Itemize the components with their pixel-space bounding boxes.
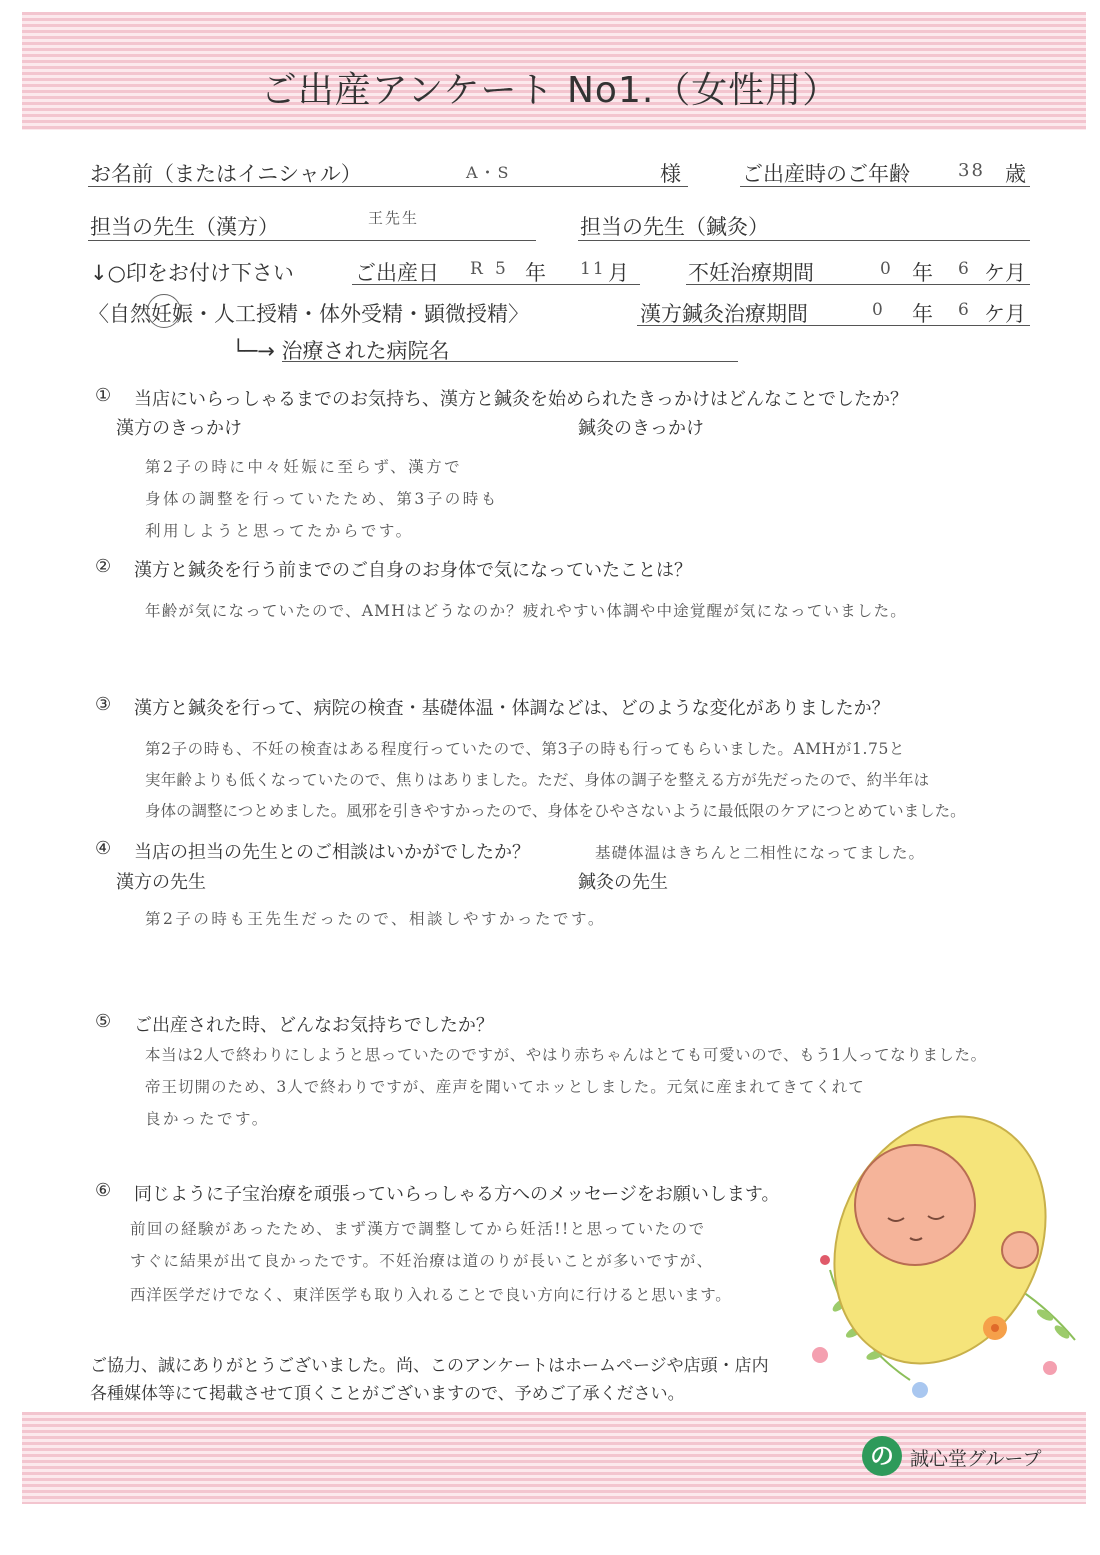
question-1-answer-line-3: 利用しようと思ってたからです。 xyxy=(145,522,414,540)
infertility-months: 6 xyxy=(958,259,971,279)
question-1-sub-left: 漢方のきっかけ xyxy=(116,418,242,439)
question-3-answer-line-2: 実年齢よりも低くなっていたので、焦りはありました。ただ、身体の調子を整える方が先だったので、約半年は xyxy=(145,771,930,789)
name-underline xyxy=(88,186,688,187)
age-underline xyxy=(740,186,1030,187)
question-5-answer-line-1: 本当は2人で終わりにしようと思っていたのですが、やはり赤ちゃんはとても可愛いので、もう1人ってなりました。 xyxy=(145,1046,987,1064)
question-6-number: ⑥ xyxy=(95,1180,112,1201)
question-5-text: ご出産された時、どんなお気持ちでしたか？ xyxy=(134,1015,494,1036)
kampo-period-underline xyxy=(637,325,1030,326)
question-2-answer-line-1: 年齢が気になっていたので、AMHはどうなのか？疲れやすい体調や中途覚醒が気になっていました。 xyxy=(145,602,907,620)
kampo-year-unit: 年 xyxy=(912,302,933,326)
infertility-period-label: 不妊治療期間 xyxy=(688,261,814,285)
question-1-number: ① xyxy=(95,385,112,406)
kampo-teacher-value: 王先生 xyxy=(368,209,420,227)
brand-logo-icon: の xyxy=(862,1436,902,1476)
name-value: A・S xyxy=(466,163,511,182)
birth-year: 5 xyxy=(495,259,508,279)
question-3-answer-line-4: 基礎体温はきちんと二相性になってました。 xyxy=(595,844,926,862)
birth-date-underline xyxy=(352,284,640,285)
name-label: お名前（またはイニシャル） xyxy=(90,162,362,186)
baby-illustration xyxy=(790,1110,1090,1410)
pregnancy-type-options: 〈自然妊娠・人工授精・体外受精・顕微授精〉 xyxy=(88,302,529,326)
question-6-answer-line-2: すぐに結果が出て良かったです。不妊治療は道のりが長いことが多いですが、 xyxy=(130,1252,714,1270)
acupuncture-teacher-underline xyxy=(578,240,1030,241)
question-4-sub-left: 漢方の先生 xyxy=(116,872,206,893)
footer-notice-line-1: ご協力、誠にありがとうございました。尚、このアンケートはホームページや店頭・店内 xyxy=(90,1356,769,1376)
kampo-months: 6 xyxy=(958,300,971,320)
birth-year-unit: 年 xyxy=(525,261,546,285)
birth-month-unit: 月 xyxy=(608,261,629,285)
infertility-years: 0 xyxy=(880,259,893,279)
baby-face xyxy=(855,1145,975,1265)
question-5-answer-line-2: 帝王切開のため、3人で終わりですが、産声を聞いてホッとしました。元気に産まれてきてくれて xyxy=(145,1078,865,1096)
infertility-period-underline xyxy=(686,284,1030,285)
question-6-text: 同じように子宝治療を頑張っていらっしゃる方へのメッセージをお願いします。 xyxy=(134,1184,780,1205)
question-3-answer-line-3: 身体の調整につとめました。風邪を引きやすかったので、身体をひやさないように最低限のケアにつとめていました。 xyxy=(145,802,966,820)
question-1-answer-line-1: 第2子の時に中々妊娠に至らず、漢方で xyxy=(145,458,463,476)
age-value: 38 xyxy=(958,160,985,181)
question-2-text: 漢方と鍼灸を行う前までのご自身のお身体で気になっていたことは？ xyxy=(134,560,692,581)
birth-month: 11 xyxy=(580,259,606,279)
question-4-text: 当店の担当の先生とのご相談はいかがでしたか？ xyxy=(134,842,530,863)
kampo-period-label: 漢方鍼灸治療期間 xyxy=(640,302,808,326)
question-1-answer-line-2: 身体の調整を行っていたため、第3子の時も xyxy=(145,490,499,508)
question-3-text: 漢方と鍼灸を行って、病院の検査・基礎体温・体調などは、どのような変化がありましたか？ xyxy=(134,698,890,719)
name-suffix: 様 xyxy=(660,162,681,186)
age-unit: 歳 xyxy=(1005,162,1026,186)
kampo-years: 0 xyxy=(872,300,885,320)
selected-option-circle xyxy=(147,294,181,328)
infertility-year-unit: 年 xyxy=(912,261,933,285)
mark-instruction: ↓○印をお付け下さい xyxy=(90,261,294,285)
question-1-text: 当店にいらっしゃるまでのお気持ち、漢方と鍼灸を始められたきっかけはどんなことでしたか？ xyxy=(134,389,908,410)
hospital-label: └─→ 治療された病院名 xyxy=(232,339,450,363)
birth-date-label: ご出産日 xyxy=(355,261,439,285)
kampo-teacher-underline xyxy=(88,240,536,241)
age-label: ご出産時のご年齢 xyxy=(742,162,910,186)
question-4-sub-right: 鍼灸の先生 xyxy=(578,872,668,893)
question-2-number: ② xyxy=(95,556,112,577)
question-3-number: ③ xyxy=(95,694,112,715)
question-5-answer-line-3: 良かったです。 xyxy=(145,1110,270,1128)
page-title: ご出産アンケート No1.（女性用） xyxy=(260,70,840,111)
kampo-months-unit: ケ月 xyxy=(984,302,1026,326)
question-6-answer-line-1: 前回の経験があったため、まず漢方で調整してから妊活!!と思っていたので xyxy=(130,1220,706,1238)
acupuncture-teacher-label: 担当の先生（鍼灸） xyxy=(580,215,769,239)
question-6-answer-line-3: 西洋医学だけでなく、東洋医学も取り入れることで良い方向に行けると思います。 xyxy=(130,1286,732,1304)
hospital-underline xyxy=(282,361,738,362)
question-1-sub-right: 鍼灸のきっかけ xyxy=(578,418,704,439)
infertility-months-unit: ケ月 xyxy=(984,261,1026,285)
footer-notice-line-2: 各種媒体等にて掲載させて頂くことがございますので、予めご了承ください。 xyxy=(90,1384,685,1404)
birth-era: R xyxy=(470,259,485,279)
baby-hand xyxy=(1002,1232,1038,1268)
kampo-teacher-label: 担当の先生（漢方） xyxy=(90,215,279,239)
question-3-answer-line-1: 第2子の時も、不妊の検査はある程度行っていたので、第3子の時も行ってもらいました。AMHが1.75と xyxy=(145,740,906,758)
question-5-number: ⑤ xyxy=(95,1011,112,1032)
brand-name: 誠心堂グループ xyxy=(910,1448,1042,1470)
question-4-number: ④ xyxy=(95,838,112,859)
question-4-answer-line-1: 第2子の時も王先生だったので、相談しやすかったです。 xyxy=(145,910,606,928)
